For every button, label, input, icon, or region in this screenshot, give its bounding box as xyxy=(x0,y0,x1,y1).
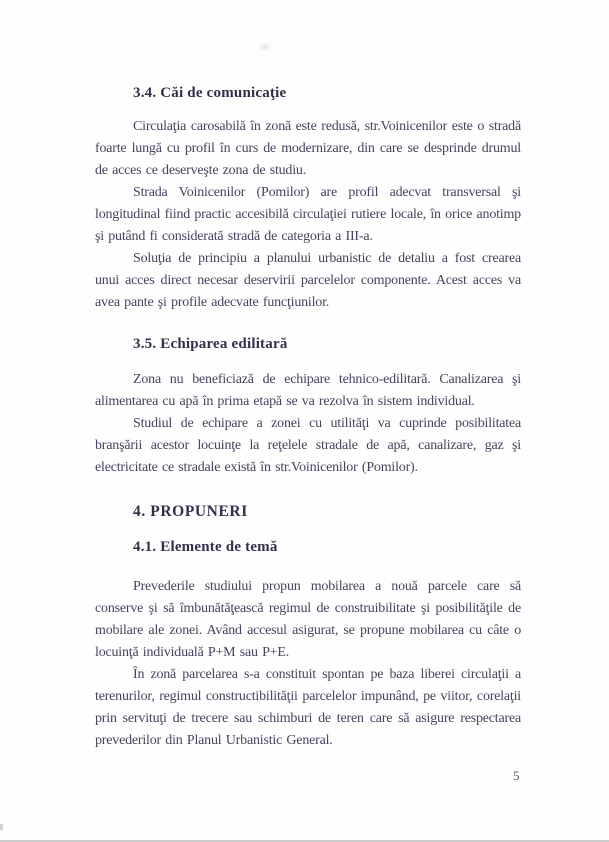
paragraph-zona-nu-beneficiaza: Zona nu beneficiază de echipare tehnico-edilitară. Canalizarea şi alimentarea cu apă în prima etapă se va rezolva în sistem individual. xyxy=(95,372,521,409)
paragraph-strada-voinicenilor: Strada Voinicenilor (Pomilor) are profil adecvat transversal şi longitudinal fiind practic accesibilă circulaţiei rutiere locale, în orice anotimp şi putând fi considerată stradă de categoria a III-a. xyxy=(95,185,521,244)
paragraph-prevederile-studiului: Prevederile studiului propun mobilarea a nouă parcele care să conserve şi să îmbunătăţească regimul de construibilitate şi posibilităţile de mobilare ale zonei. Având accesul asigurat, se propune mobilarea cu câte o locuinţă individuală P+M sau P+E. xyxy=(95,579,521,660)
page-number: 5 xyxy=(513,768,520,783)
paragraph-solutia-de-principiu: Soluţia de principiu a planului urbanistic de detaliu a fost crearea unui acces direct necesar deservirii parcelelor componente. Acest acces va avea pante şi profile adecvate funcţiunilor. xyxy=(95,251,521,310)
section-heading-echiparea-edilitara: 3.5. Echiparea edilitară xyxy=(133,336,288,352)
section-heading-cai-de-comunicatie: 3.4. Căi de comunicaţie xyxy=(133,85,287,101)
paragraph-circulatia-carosabila: Circulaţia carosabilă în zonă este redusă, str.Voinicenilor este o stradă foarte lungă cu profil în curs de modernizare, din care se desprinde drumul de acces ce deserveşte zona de studiu. xyxy=(95,119,521,178)
paragraph-in-zona-parcelarea: În zonă parcelarea s-a constituit spontan pe baza liberei circulaţii a terenurilor, regimul constructibilităţii parcelelor impunând, pe viitor, corelaţii prin servituţi de trecere sau schimburi de teren care să asigure respectarea prevederilor din Planul Urbanistic General. xyxy=(95,667,521,748)
scan-edge-mark xyxy=(0,824,3,830)
paragraph-studiul-de-echipare: Studiul de echipare a zonei cu utilităţi va cuprinde posibilitatea branşării acestor locuinţe la reţelele stradale de apă, canalizare, gaz şi electricitate ce stradale există în str.Voinicenilor (Pomilor). xyxy=(95,416,521,475)
scan-smudge-artifact xyxy=(258,42,272,52)
chapter-heading-propuneri: 4. PROPUNERI xyxy=(133,503,248,520)
section-heading-elemente-de-tema: 4.1. Elemente de temă xyxy=(133,539,278,555)
